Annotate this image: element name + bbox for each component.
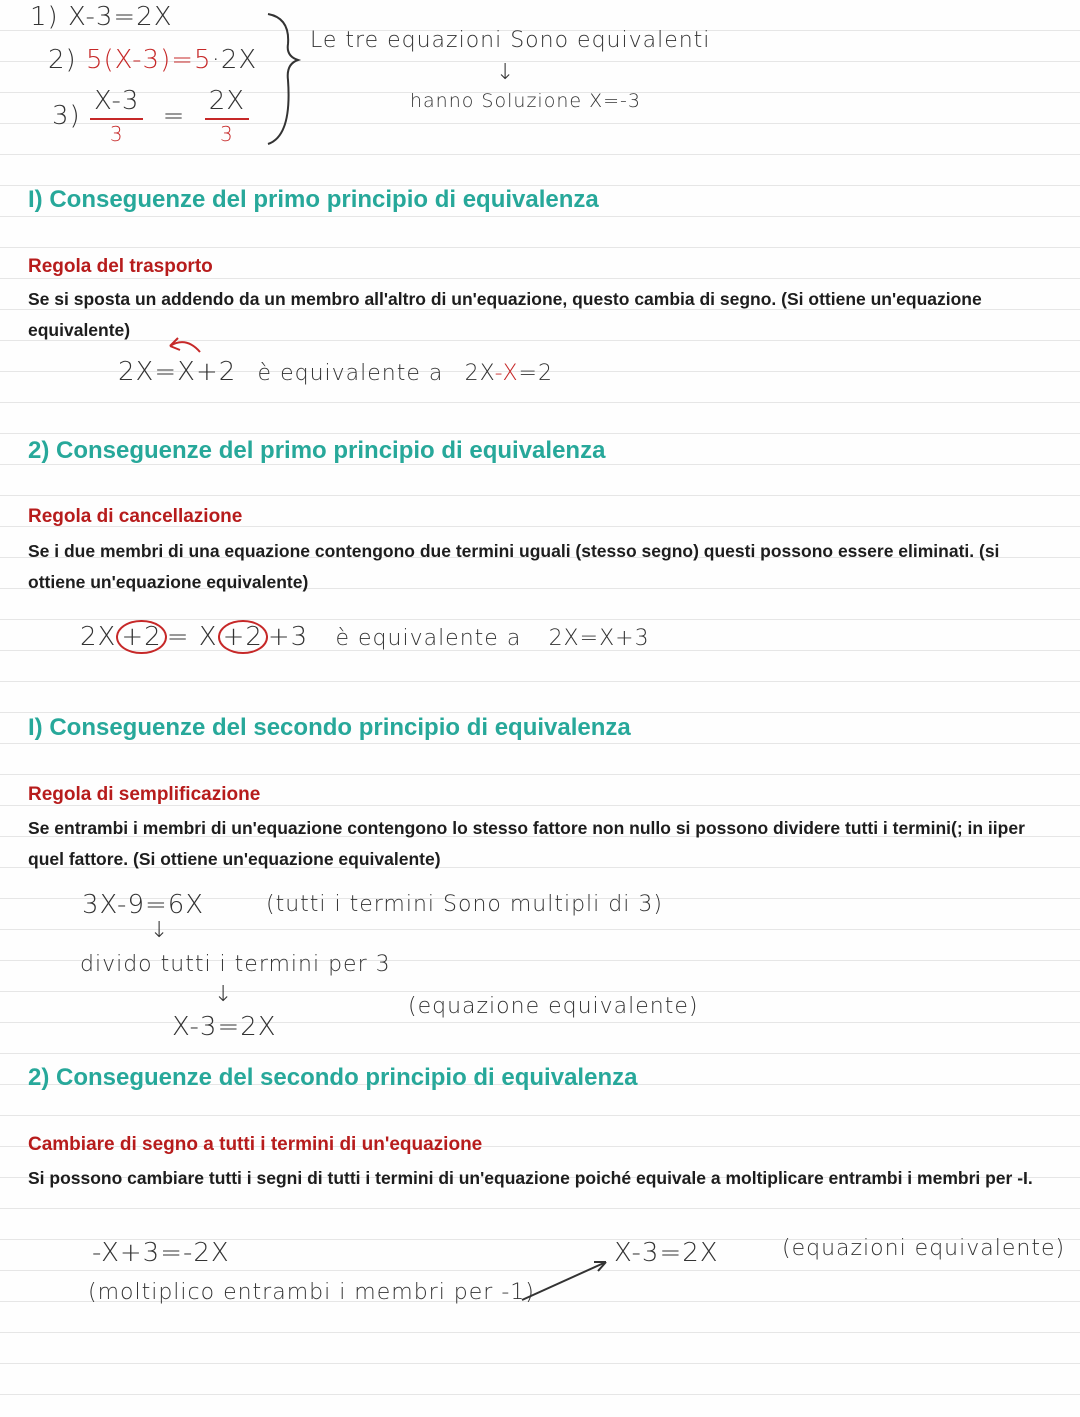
section1-example [118,357,553,387]
section3-heading: I) Conseguenze del secondo principio di equivalenza [28,714,631,741]
brace-mark [268,14,298,144]
eq1-label: 1) [30,2,59,32]
s2-example-right: 2X=X+3 [548,626,650,651]
section1-rule-text: Se si sposta un addendo da un membro all'altro di un'equazione, questo cambia di segno. (Si ottiene un'equazione equivalente) [28,289,982,340]
section1-rule-title: Regola del trasporto [28,256,213,277]
s1-example-left: 2X=X+2 [118,357,237,387]
section2-rule-title: Regola di cancellazione [28,506,243,527]
s4-result-note: (equazioni equivalente) [782,1236,1066,1261]
section1-heading: I) Conseguenze del primo principio di equivalenza [28,186,599,213]
eq3-fraction-left: $\frac{X-3}{3}$ [90,86,143,146]
s2-example-mid: è equivalente a [335,626,522,651]
s3-step1-note: (tutti i termini Sono multipli di 3) [266,892,663,917]
section3-rule-title: Regola di semplificazione [28,784,261,805]
section3-rule-text: Se entrambi i membri di un'equazione contengono lo stesso fattore non nullo si possono dividere tutti i termini(; in iiper quel fattore. (Si ottiene un'equazione equivalente) [28,818,1025,869]
s3-arrow1: ↓ [150,918,170,943]
s4-step1: -X+3=-2X [92,1238,230,1268]
section4-rule-title: Cambiare di segno a tutti i termini di un'equazione [28,1134,483,1155]
s3-step3: X-3=2X [172,1012,277,1042]
section4-rule-text: Si possono cambiare tutti i segni di tutti i termini di un'equazione poiché equivale a moltiplicare entrambi i membri per -I. [28,1168,1033,1188]
s1-example-right: 2X-X=2 [464,361,553,386]
section2-example: 2X +2 = X +2 +3 è equivalente a 2X=X+3 [80,622,650,652]
eq3-label: 3) [52,101,81,131]
section4-heading: 2) Conseguenze del secondo principio di equivalenza [28,1064,638,1091]
section2-heading: 2) Conseguenze del primo principio di equivalenza [28,437,606,464]
intro-note-line2: hanno Soluzione X=-3 [410,90,641,112]
section2-rule-text: Se i due membri di una equazione contengono due termini uguali (stesso segno) questi possono essere eliminati. (si ottiene un'equazione equivalente) [28,541,1000,592]
eq1-text: X-3=2X [67,2,173,32]
eq2-red-part: 5(X-3)=5 [85,45,212,75]
s3-arrow2: ↓ [214,982,234,1007]
s3-step3-note: (equazione equivalente) [408,994,699,1019]
s4-result: X-3=2X [614,1238,719,1268]
cancel-circle-2: +2 [218,620,268,654]
intro-note-line1: Le tre equazioni Sono equivalenti [310,28,711,53]
s4-step2: (moltiplico entrambi i membri per -1) [88,1280,535,1305]
s3-step2: divido tutti i termini per 3 [80,952,391,977]
eq3-fraction-right: $\frac{2X}{3}$ [205,86,249,146]
intro-note-arrow: ↓ [496,60,516,85]
eq2-label: 2) [48,45,77,75]
s3-step1: 3X-9=6X [82,890,205,920]
s1-example-mid: è equivalente a [257,361,444,386]
eq3-equals: = [162,101,186,131]
eq2-rest: ·2X [211,45,258,75]
cancel-circle-1: +2 [116,620,166,654]
